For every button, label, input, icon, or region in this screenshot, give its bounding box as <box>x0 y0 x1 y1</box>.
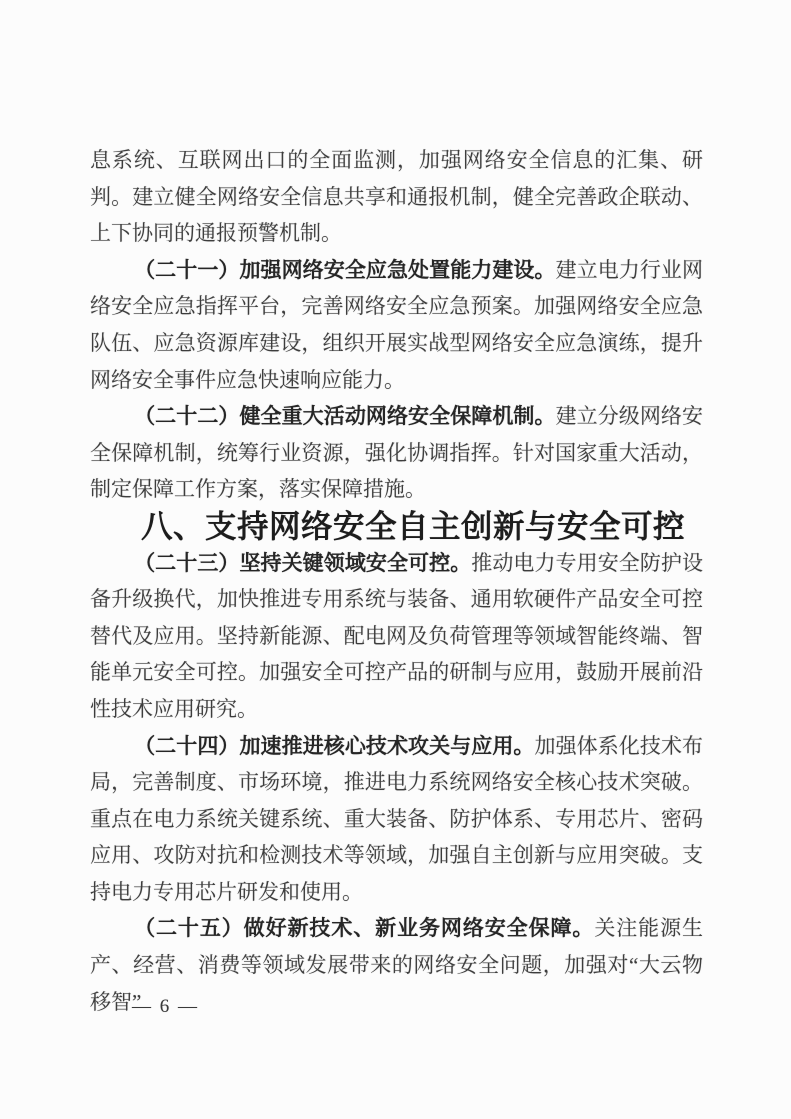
numbered-paragraph <box>90 398 703 508</box>
section-heading: 八、支持网络安全自主创新与安全可控 <box>141 507 686 544</box>
paragraph-text: 推动电力专用安全防护设备升级换代，加快推进专用系统与装备、通用软硬件产品安全可控替代及应用。坚持新能源、配电网及负荷管理等领域智能终端、智能单元安全可控。加强安全可控产品的研制与应用，鼓励开展前沿性技术应用研究。 <box>90 550 703 721</box>
numbered-paragraph <box>90 252 703 398</box>
page-number: — 6 — <box>132 996 199 1017</box>
document-body <box>90 142 703 1020</box>
paragraph-text: 建立电力行业网络安全应急指挥平台，完善网络安全应急预案。加强网络安全应急队伍、应急资源库建设，组织开展实战型网络安全应急演练，提升网络安全事件应急快速响应能力。 <box>90 257 704 392</box>
paragraph-lead: （二十二）健全重大活动网络安全保障机制。 <box>134 404 556 429</box>
paragraph-lead: （二十四）加速推进核心技术攻关与应用。 <box>134 733 535 758</box>
paragraph-text: 息系统、互联网出口的全面监测，加强网络安全信息的汇集、研判。建立健全网络安全信息共享和通报机制，健全完善政企联动、上下协同的通报预警机制。 <box>90 148 703 246</box>
continuation-paragraph <box>90 142 703 252</box>
numbered-paragraph <box>90 728 703 911</box>
paragraph-text: 关注能源生产、经营、消费等领域发展带来的网络安全问题，加强对“大云物移智” <box>90 916 704 1014</box>
paragraph-lead: （二十三）坚持关键领域安全可控。 <box>134 550 472 575</box>
paragraph-text: 建立分级网络安全保障机制，统筹行业资源，强化协调指挥。针对国家重大活动，制定保障工作方案，落实保障措施。 <box>90 404 704 502</box>
paragraph-text: 加强体系化技术布局，完善制度、市场环境，推进电力系统网络安全核心技术突破。重点在电力系统关键系统、重大装备、防护体系、专用芯片、密码应用、攻防对抗和检测技术等领域，加强自主创新与应用突破。支持电力专用芯片研发和使用。 <box>90 733 704 904</box>
paragraph-lead: （二十一）加强网络安全应急处置能力建设。 <box>134 257 556 282</box>
paragraph-lead: （二十五）做好新技术、新业务网络安全保障。 <box>134 916 595 941</box>
numbered-paragraph <box>90 545 703 728</box>
